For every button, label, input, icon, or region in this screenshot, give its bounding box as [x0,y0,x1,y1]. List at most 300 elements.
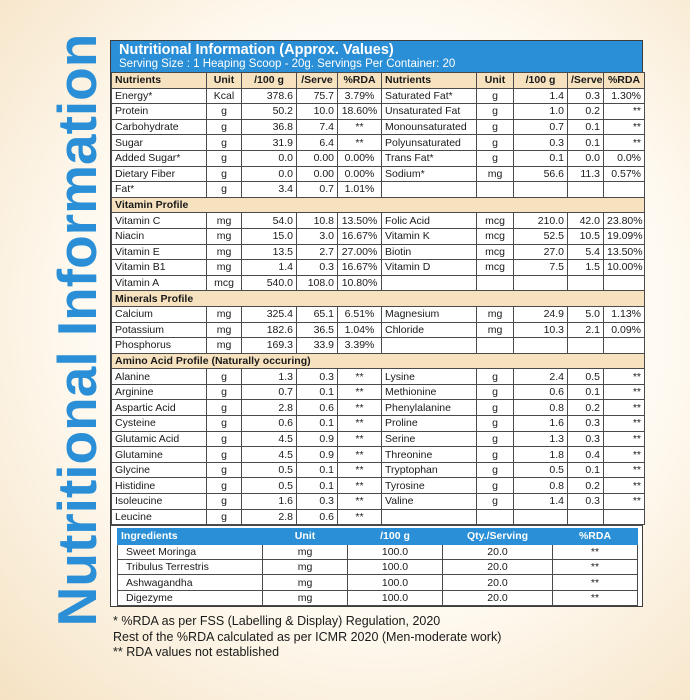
unit: g [477,478,514,494]
rda: 0.57% [604,166,645,182]
per-serve: 11.3 [568,166,604,182]
rda: 0.0% [604,150,645,166]
table-row [112,135,645,151]
column-header: /100 g [514,73,568,89]
nutrient-name: Monounsaturated [382,119,477,135]
per-serve: 0.1 [568,384,604,400]
footnote-3: ** RDA values not established [113,645,280,659]
unit: g [207,431,242,447]
per-100g: 1.6 [514,416,568,432]
per-serve: 0.1 [297,462,338,478]
per-serve: 0.3 [568,88,604,104]
per-100g: 100.0 [348,590,443,605]
per-100g: 36.8 [242,119,297,135]
rda: ** [604,369,645,385]
per-100g: 0.1 [514,150,568,166]
per-100g: 169.3 [242,338,297,354]
unit: mg [207,213,242,229]
rda: 0.09% [604,322,645,338]
nutrient-name: Protein [112,104,207,120]
nutrient-name: Phenylalanine [382,400,477,416]
unit: g [477,369,514,385]
side-title: Nutritional Information [46,33,108,627]
table-row [112,494,645,510]
per-serve: 6.4 [297,135,338,151]
rda: 1.04% [338,322,382,338]
column-header: %RDA [604,73,645,89]
unit: mg [207,244,242,260]
nutrient-name: Calcium [112,306,207,322]
per-100g [514,338,568,354]
rda: ** [604,104,645,120]
per-100g: 1.3 [514,431,568,447]
per-serve: 0.1 [297,384,338,400]
unit: g [207,447,242,463]
rda: ** [338,400,382,416]
table-row [112,182,645,198]
unit: g [207,104,242,120]
per-100g: 7.5 [514,260,568,276]
panel-title: Nutritional Information (Approx. Values) [119,42,394,58]
per-serve: 0.6 [297,509,338,525]
rda: ** [338,119,382,135]
table-row [112,244,645,260]
rda: 1.30% [604,88,645,104]
per-100g [514,509,568,525]
per-100g: 182.6 [242,322,297,338]
nutrient-name [382,509,477,525]
rda: 16.67% [338,228,382,244]
ingredients-wrap [111,525,642,606]
per-100g [514,275,568,291]
per-100g: 0.6 [242,416,297,432]
column-header: Unit [207,73,242,89]
rda: 0.00% [338,166,382,182]
nutrient-name: Vitamin K [382,228,477,244]
table-row [112,384,645,400]
nutrient-name: Methionine [382,384,477,400]
unit: mg [207,306,242,322]
nutrient-name: Dietary Fiber [112,166,207,182]
nutrient-name: Folic Acid [382,213,477,229]
unit: g [207,416,242,432]
unit: g [477,135,514,151]
footnote-1: * %RDA as per FSS (Labelling & Display) Regulation, 2020 [113,614,441,628]
section-header [112,353,645,369]
nutrient-name: Vitamin C [112,213,207,229]
unit: mcg [207,275,242,291]
per-100g: 100.0 [348,575,443,590]
nutrient-name: Energy* [112,88,207,104]
unit: g [207,478,242,494]
qty-serving: 20.0 [443,560,553,575]
per-serve: 7.4 [297,119,338,135]
per-serve: 0.9 [297,447,338,463]
rda: ** [338,509,382,525]
nutrient-name: Cysteine [112,416,207,432]
per-100g: 1.6 [242,494,297,510]
unit: mg [263,590,348,605]
per-100g: 15.0 [242,228,297,244]
unit: g [477,400,514,416]
ingredients-table [117,528,638,606]
nutrient-name: Glutamine [112,447,207,463]
rda: ** [553,544,638,559]
nutrient-name [382,182,477,198]
nutrient-name: Potassium [112,322,207,338]
unit [477,338,514,354]
per-serve: 0.2 [568,478,604,494]
column-header: Unit [263,529,348,544]
per-100g: 1.4 [514,88,568,104]
unit: g [207,494,242,510]
nutrient-name: Valine [382,494,477,510]
per-100g: 100.0 [348,560,443,575]
per-100g: 24.9 [514,306,568,322]
nutrient-name: Trans Fat* [382,150,477,166]
per-serve: 0.0 [568,150,604,166]
rda: ** [338,478,382,494]
per-serve: 108.0 [297,275,338,291]
per-100g: 1.4 [242,260,297,276]
rda: 6.51% [338,306,382,322]
section-title: Minerals Profile [112,291,645,307]
rda: ** [338,494,382,510]
unit: mg [477,322,514,338]
unit: mcg [477,260,514,276]
table-row [112,509,645,525]
per-100g [514,182,568,198]
rda: ** [604,135,645,151]
unit: g [207,369,242,385]
per-100g: 0.5 [242,478,297,494]
ingredient-name: Digezyme [118,590,263,605]
nutrient-name: Niacin [112,228,207,244]
rda: 23.80% [604,213,645,229]
table-row [112,322,645,338]
per-serve: 1.5 [568,260,604,276]
ingredient-row [118,575,638,590]
rda: ** [338,369,382,385]
unit: mg [207,322,242,338]
qty-serving: 20.0 [443,544,553,559]
per-100g: 540.0 [242,275,297,291]
per-100g: 0.5 [242,462,297,478]
table-row [112,104,645,120]
per-serve: 0.1 [568,119,604,135]
nutrient-name: Aspartic Acid [112,400,207,416]
rda: ** [338,431,382,447]
per-100g: 0.0 [242,166,297,182]
rda: ** [604,462,645,478]
column-header: /Serve [568,73,604,89]
nutrient-name [382,338,477,354]
table-header-row [112,73,645,89]
side-title-wrap [47,28,107,632]
column-header: Qty./Serving [443,529,553,544]
rda: 13.50% [338,213,382,229]
nutrient-name: Added Sugar* [112,150,207,166]
nutrient-name: Magnesium [382,306,477,322]
unit: g [207,150,242,166]
table-row [112,150,645,166]
per-100g: 0.7 [242,384,297,400]
per-serve: 0.3 [297,369,338,385]
rda: 1.01% [338,182,382,198]
per-serve: 5.0 [568,306,604,322]
per-100g: 0.3 [514,135,568,151]
per-serve [568,275,604,291]
qty-serving: 20.0 [443,590,553,605]
ingredient-row [118,544,638,559]
serving-info: Serving Size : 1 Heaping Scoop - 20g. Servings Per Container: 20 [119,58,456,70]
nutrient-name: Arginine [112,384,207,400]
unit: g [477,447,514,463]
unit: mg [477,306,514,322]
rda: ** [553,560,638,575]
unit: Kcal [207,88,242,104]
nutrient-name: Glycine [112,462,207,478]
rda: ** [604,447,645,463]
per-serve: 10.0 [297,104,338,120]
per-serve [568,182,604,198]
unit: g [207,400,242,416]
table-row [112,400,645,416]
column-header: Nutrients [382,73,477,89]
per-100g: 0.8 [514,400,568,416]
column-header: Unit [477,73,514,89]
per-serve: 0.1 [297,478,338,494]
per-100g: 4.5 [242,447,297,463]
rda: 13.50% [604,244,645,260]
nutrient-name: Vitamin D [382,260,477,276]
nutrient-name: Histidine [112,478,207,494]
per-serve: 0.3 [568,431,604,447]
rda: 16.67% [338,260,382,276]
unit: g [477,88,514,104]
nutrient-name: Alanine [112,369,207,385]
nutrient-name: Threonine [382,447,477,463]
rda: 19.09% [604,228,645,244]
nutrient-name: Saturated Fat* [382,88,477,104]
nutrient-name: Vitamin B1 [112,260,207,276]
table-row [112,213,645,229]
rda: ** [338,462,382,478]
rda: ** [604,478,645,494]
unit [477,509,514,525]
unit: g [207,182,242,198]
nutrient-name: Leucine [112,509,207,525]
ingredient-name: Ashwagandha [118,575,263,590]
per-100g: 0.5 [514,462,568,478]
per-100g: 2.8 [242,400,297,416]
unit: g [207,509,242,525]
rda: 27.00% [338,244,382,260]
per-serve: 0.00 [297,166,338,182]
rda: ** [338,135,382,151]
per-serve: 0.9 [297,431,338,447]
unit: mcg [477,244,514,260]
nutrient-name: Sugar [112,135,207,151]
rda: 10.80% [338,275,382,291]
nutrition-panel [110,40,643,607]
nutrient-name: Tyrosine [382,478,477,494]
per-serve: 2.1 [568,322,604,338]
column-header: Ingredients [118,529,263,544]
nutrient-name [382,275,477,291]
rda: 0.00% [338,150,382,166]
per-serve: 10.8 [297,213,338,229]
per-serve: 0.1 [568,135,604,151]
per-serve: 75.7 [297,88,338,104]
unit: g [477,150,514,166]
footnotes [113,614,501,661]
unit: g [207,462,242,478]
per-100g: 325.4 [242,306,297,322]
nutrient-name: Vitamin A [112,275,207,291]
per-100g: 50.2 [242,104,297,120]
unit [477,275,514,291]
per-100g: 52.5 [514,228,568,244]
table-row [112,228,645,244]
table-row [112,447,645,463]
section-title: Amino Acid Profile (Naturally occuring) [112,353,645,369]
per-100g: 1.4 [514,494,568,510]
nutrient-name: Proline [382,416,477,432]
unit: g [207,384,242,400]
per-serve: 0.2 [568,104,604,120]
unit: g [207,135,242,151]
per-serve: 0.4 [568,447,604,463]
per-serve: 0.7 [297,182,338,198]
table-row [112,88,645,104]
column-header: /100 g [348,529,443,544]
per-100g: 54.0 [242,213,297,229]
rda [604,275,645,291]
unit: mg [263,575,348,590]
unit: g [477,494,514,510]
table-row [112,369,645,385]
per-serve: 0.00 [297,150,338,166]
nutrient-name: Fat* [112,182,207,198]
panel-header [111,41,642,72]
per-serve: 2.7 [297,244,338,260]
section-header [112,197,645,213]
nutrient-name: Tryptophan [382,462,477,478]
column-header: /Serve [297,73,338,89]
section-header [112,291,645,307]
unit: mg [477,166,514,182]
table-row [112,306,645,322]
per-100g: 378.6 [242,88,297,104]
rda: ** [604,416,645,432]
per-100g: 0.6 [514,384,568,400]
per-100g: 27.0 [514,244,568,260]
ingredient-row [118,590,638,605]
table-row [112,338,645,354]
rda: ** [553,575,638,590]
rda: ** [604,400,645,416]
per-100g: 13.5 [242,244,297,260]
per-100g: 56.6 [514,166,568,182]
per-serve: 0.5 [568,369,604,385]
per-100g: 100.0 [348,544,443,559]
per-serve: 3.0 [297,228,338,244]
rda: 3.39% [338,338,382,354]
nutrient-name: Serine [382,431,477,447]
ingredient-name: Tribulus Terrestris [118,560,263,575]
unit: mg [207,228,242,244]
unit: g [477,104,514,120]
rda: 18.60% [338,104,382,120]
unit [477,182,514,198]
nutrient-name: Biotin [382,244,477,260]
rda: ** [604,384,645,400]
ingredient-name: Sweet Moringa [118,544,263,559]
nutrient-name: Isoleucine [112,494,207,510]
per-serve: 10.5 [568,228,604,244]
per-100g: 1.8 [514,447,568,463]
per-serve: 36.5 [297,322,338,338]
rda: 3.79% [338,88,382,104]
rda: ** [553,590,638,605]
nutrient-name: Unsaturated Fat [382,104,477,120]
rda: ** [604,431,645,447]
column-header: %RDA [338,73,382,89]
nutrient-name: Chloride [382,322,477,338]
per-serve: 0.3 [297,494,338,510]
ingredients-header-row [118,529,638,544]
per-serve: 0.1 [297,416,338,432]
unit: g [207,119,242,135]
per-serve: 65.1 [297,306,338,322]
unit: mcg [477,213,514,229]
table-row [112,462,645,478]
unit: g [477,384,514,400]
rda: 1.13% [604,306,645,322]
per-100g: 0.0 [242,150,297,166]
rda: ** [338,447,382,463]
per-serve: 5.4 [568,244,604,260]
nutrients-table-body [112,73,645,525]
section-title: Vitamin Profile [112,197,645,213]
unit: mg [207,260,242,276]
rda: ** [604,494,645,510]
table-row [112,119,645,135]
nutrient-name: Glutamic Acid [112,431,207,447]
column-header: /100 g [242,73,297,89]
nutrient-name: Vitamin E [112,244,207,260]
table-row [112,478,645,494]
per-100g: 10.3 [514,322,568,338]
table-row [112,416,645,432]
unit: g [207,166,242,182]
qty-serving: 20.0 [443,575,553,590]
unit: mcg [477,228,514,244]
per-100g: 1.0 [514,104,568,120]
per-100g: 4.5 [242,431,297,447]
per-100g: 2.8 [242,509,297,525]
rda [604,509,645,525]
per-100g: 0.8 [514,478,568,494]
unit: g [477,416,514,432]
rda [604,182,645,198]
per-serve [568,338,604,354]
unit: mg [207,338,242,354]
per-serve: 42.0 [568,213,604,229]
unit: g [477,119,514,135]
nutrients-table [111,72,645,525]
